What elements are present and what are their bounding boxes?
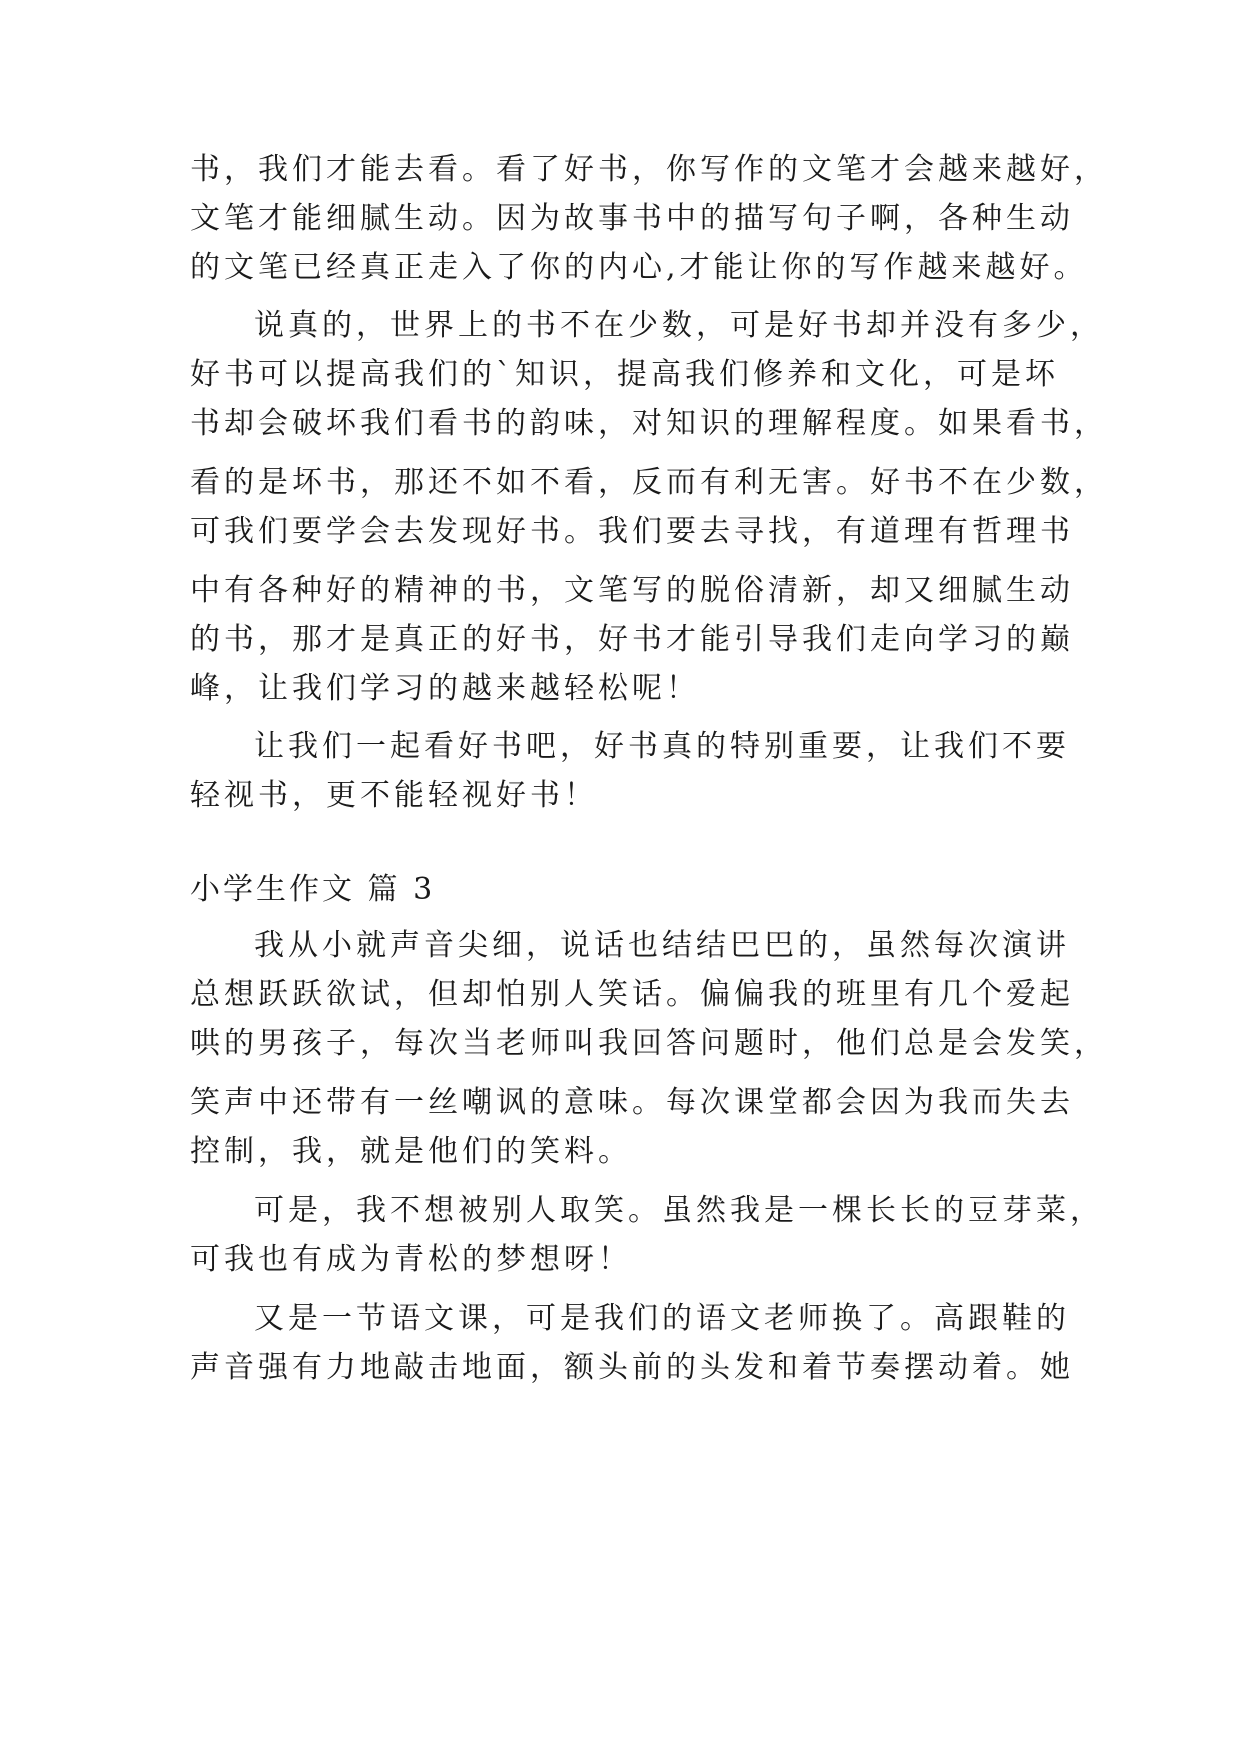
- body-line: 又是一节语文课，可是我们的语文老师换了。高跟鞋的: [254, 1301, 1070, 1336]
- body-line: 可我也有成为青松的梦想呀！: [190, 1242, 632, 1277]
- body-line: 总想跃跃欲试，但却怕别人笑话。偏偏我的班里有几个爱起: [190, 977, 1074, 1012]
- body-line: 书，我们才能去看。看了好书，你写作的文笔才会越来越好，: [190, 152, 1108, 187]
- body-line: 好书可以提高我们的`知识，提高我们修养和文化，可是坏: [190, 357, 1059, 392]
- body-line: 说真的，世界上的书不在少数，可是好书却并没有多少，: [254, 308, 1104, 343]
- body-line: 可是，我不想被别人取笑。虽然我是一棵长长的豆芽菜，: [254, 1193, 1104, 1228]
- body-line: 峰，让我们学习的越来越轻松呢！: [190, 671, 700, 706]
- body-line: 文笔才能细腻生动。因为故事书中的描写句子啊，各种生动: [190, 201, 1074, 236]
- body-line: 中有各种好的精神的书，文笔写的脱俗清新，却又细腻生动: [190, 573, 1074, 608]
- body-line: 笑声中还带有一丝嘲讽的意味。每次课堂都会因为我而失去: [190, 1085, 1074, 1120]
- body-line: 让我们一起看好书吧，好书真的特别重要，让我们不要: [254, 729, 1070, 764]
- body-line: 的文笔已经真正走入了你的内心,才能让你的写作越来越好。: [190, 250, 1088, 285]
- body-line: 声音强有力地敲击地面，额头前的头发和着节奏摆动着。她: [190, 1350, 1074, 1385]
- body-line: 书却会破坏我们看书的韵味，对知识的理解程度。如果看书，: [190, 406, 1108, 441]
- section-title: 小学生作文 篇 3: [190, 872, 436, 907]
- body-line: 控制，我，就是他们的笑料。: [190, 1134, 632, 1169]
- body-line: 我从小就声音尖细，说话也结结巴巴的，虽然每次演讲: [254, 928, 1070, 963]
- body-line: 轻视书，更不能轻视好书！: [190, 778, 598, 813]
- body-line: 看的是坏书，那还不如不看，反而有利无害。好书不在少数，: [190, 465, 1108, 500]
- body-line: 可我们要学会去发现好书。我们要去寻找，有道理有哲理书: [190, 514, 1074, 549]
- body-line: 的书，那才是真正的好书，好书才能引导我们走向学习的巅: [190, 622, 1074, 657]
- body-line: 哄的男孩子，每次当老师叫我回答问题时，他们总是会发笑，: [190, 1026, 1108, 1061]
